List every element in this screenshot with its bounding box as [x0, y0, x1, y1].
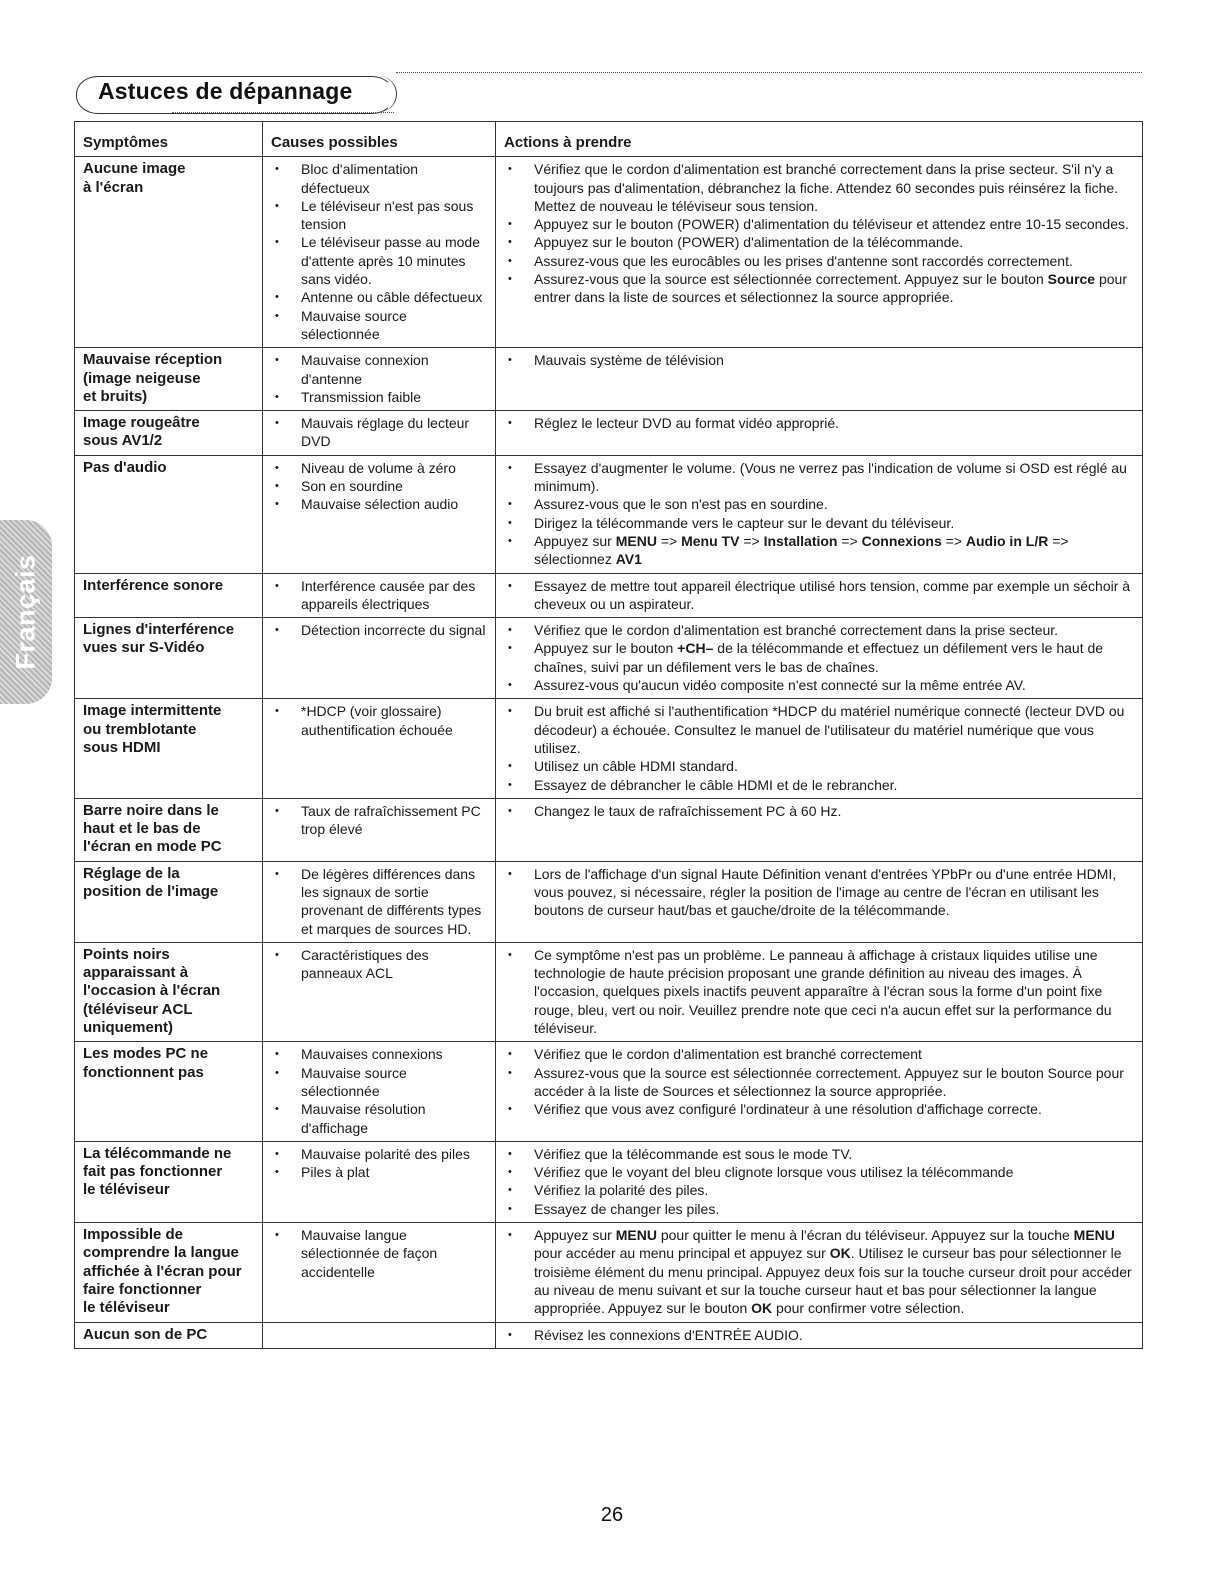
cause-item: • Niveau de volume à zéro: [271, 459, 489, 477]
causes-cell: [263, 455, 496, 573]
table-row: [75, 573, 1143, 618]
cause-item: • Mauvaise source sélectionnée: [271, 307, 489, 344]
cause-item: • Le téléviseur n'est pas sous tension: [271, 197, 489, 234]
causes-list: [271, 621, 489, 639]
actions-cell: [496, 618, 1143, 699]
troubleshooting-table: [74, 121, 1143, 1349]
actions-cell: [496, 1223, 1143, 1322]
symptom-text: Pas d'audio: [83, 458, 167, 476]
action-item: • Essayez de mettre tout appareil électrique utilisé hors tension, comme par exemple un séchoir à cheveux ou un aspirateur.: [504, 577, 1136, 614]
action-item: • Essayez d'augmenter le volume. (Vous ne verrez pas l'indication de volume si OSD est réglé au minimum).: [504, 459, 1136, 496]
action-item: • Dirigez la télécommande vers le capteur sur le devant du téléviseur.: [504, 514, 1136, 532]
action-item: • Appuyez sur le bouton (POWER) d'alimentation de la télécommande.: [504, 233, 1136, 251]
causes-cell: [263, 348, 496, 411]
cause-item: • Antenne ou câble défectueux: [271, 288, 489, 306]
actions-cell: [496, 573, 1143, 618]
actions-cell: [496, 798, 1143, 861]
causes-cell: [263, 411, 496, 456]
symptom-cell: [75, 1141, 263, 1222]
causes-list: [271, 1226, 489, 1281]
cause-item: • Le téléviseur passe au mode d'attente après 10 minutes sans vidéo.: [271, 233, 489, 288]
symptom-text: Image intermittente ou tremblotante sous HDMI: [83, 702, 222, 756]
cause-item: • Mauvaise résolution d'affichage: [271, 1100, 489, 1137]
symptom-text: Interférence sonore: [83, 576, 224, 594]
causes-cell: [263, 1141, 496, 1222]
actions-list: [504, 351, 1136, 369]
symptom-text: Image rougeâtre sous AV1/2: [83, 414, 200, 450]
table-row: [75, 157, 1143, 348]
symptom-text: Mauvaise réception (image neigeuse et bruits): [83, 351, 223, 405]
table-row: [75, 1223, 1143, 1322]
action-item: • Essayez de changer les piles.: [504, 1200, 1136, 1218]
actions-list: [504, 1045, 1136, 1118]
table-row: [75, 411, 1143, 456]
causes-cell: [263, 1223, 496, 1322]
language-label: Français: [10, 554, 41, 670]
action-item: • Du bruit est affiché si l'authentification *HDCP du matériel numérique connecté (lecteur DVD ou décodeur) a échouée. Consultez le manuel de l'utilisateur du matériel numérique que vous utilisez.: [504, 702, 1136, 757]
actions-list: [504, 621, 1136, 694]
symptom-cell: [75, 1042, 263, 1141]
section-header: [76, 72, 1142, 116]
cause-item: • Mauvaise connexion d'antenne: [271, 351, 489, 388]
symptom-text: Lignes d'interférence vues sur S-Vidéo: [83, 621, 235, 657]
actions-cell: [496, 348, 1143, 411]
action-item: • Vérifiez que la télécommande est sous le mode TV.: [504, 1145, 1136, 1163]
title-swoosh: [376, 76, 397, 112]
action-item: • Assurez-vous que la source est sélectionnée correctement. Appuyez sur le bouton Source pour entrer dans la liste de sources et sélectionnez la source appropriée.: [504, 270, 1136, 307]
cause-item: • Caractéristiques des panneaux ACL: [271, 946, 489, 983]
causes-list: [271, 351, 489, 406]
symptom-text: Points noirs apparaissant à l'occasion à l'écran (téléviseur ACL uniquement): [83, 945, 221, 1037]
symptom-text: Aucune image à l'écran: [83, 160, 186, 196]
actions-cell: [496, 157, 1143, 348]
dotted-rule-bottom: [172, 112, 394, 113]
cause-item: • Interférence causée par des appareils électriques: [271, 577, 489, 614]
actions-list: [504, 802, 1136, 820]
action-item: • Appuyez sur MENU pour quitter le menu à l'écran du téléviseur. Appuyez sur la touche MENU pour accéder au menu principal et appuyez sur OK. Utilisez le curseur bas pour sélectionner le troisième élément du menu principal. Appuyez deux fois sur la touche curseur droit pour accéder au niveau de menu suivant et sur la touche curseur haut et bas pour sélectionner la langue appropriée. Appuyez sur le bouton OK pour confirmer votre sélection.: [504, 1226, 1136, 1317]
actions-list: [504, 1226, 1136, 1317]
causes-cell: [263, 157, 496, 348]
symptom-text: Aucun son de PC: [83, 1325, 208, 1343]
actions-list: [504, 702, 1136, 793]
symptom-cell: [75, 348, 263, 411]
actions-cell: [496, 861, 1143, 942]
causes-list: [271, 802, 489, 839]
symptom-cell: [75, 573, 263, 618]
action-item: • Assurez-vous qu'aucun vidéo composite n'est connecté sur la même entrée AV.: [504, 676, 1136, 694]
cause-item: • *HDCP (voir glossaire) authentification échouée: [271, 702, 489, 739]
action-item: • Lors de l'affichage d'un signal Haute Définition venant d'entrées YPbPr ou d'une entrée HDMI, vous pouvez, si nécessaire, régler la position de l'image au centre de l'écran en utilisant les boutons de curseur haut/bas et gauche/droite de la télécommande.: [504, 865, 1136, 920]
causes-list: [271, 459, 489, 514]
causes-list: [271, 577, 489, 614]
dotted-rule-top: [396, 72, 1142, 73]
causes-cell: [263, 699, 496, 798]
cause-item: • Mauvais réglage du lecteur DVD: [271, 414, 489, 451]
actions-cell: [496, 1141, 1143, 1222]
header-actions: Actions à prendre: [496, 122, 1143, 157]
causes-cell: [263, 942, 496, 1041]
symptom-cell: [75, 1223, 263, 1322]
symptom-text: Impossible de comprendre la langue affichée à l'écran pour faire fonctionner le téléviseur: [83, 1226, 242, 1317]
cause-item: • Mauvaise sélection audio: [271, 495, 489, 513]
table-row: [75, 1042, 1143, 1141]
actions-cell: [496, 411, 1143, 456]
actions-list: [504, 459, 1136, 569]
table-row: [75, 348, 1143, 411]
cause-item: • Mauvaise source sélectionnée: [271, 1064, 489, 1101]
causes-list: [271, 865, 489, 938]
action-item: • Assurez-vous que la source est sélectionnée correctement. Appuyez sur le bouton Source pour accéder à la liste de Sources et sélectionnez la source appropriée.: [504, 1064, 1136, 1101]
actions-list: [504, 865, 1136, 920]
symptom-cell: [75, 157, 263, 348]
language-side-tab: [0, 520, 52, 704]
action-item: • Utilisez un câble HDMI standard.: [504, 757, 1136, 775]
action-item: • Assurez-vous que le son n'est pas en sourdine.: [504, 495, 1136, 513]
table-row: [75, 618, 1143, 699]
causes-list: [271, 1045, 489, 1136]
causes-list: [271, 702, 489, 739]
actions-list: [504, 1326, 1136, 1344]
symptom-cell: [75, 411, 263, 456]
action-item: • Réglez le lecteur DVD au format vidéo approprié.: [504, 414, 1136, 432]
actions-cell: [496, 455, 1143, 573]
page-title: Astuces de dépannage: [98, 78, 353, 104]
cause-item: • Mauvaise langue sélectionnée de façon accidentelle: [271, 1226, 489, 1281]
symptom-text: La télécommande ne fait pas fonctionner le téléviseur: [83, 1144, 232, 1199]
causes-cell: [263, 861, 496, 942]
symptom-text: Réglage de la position de l'image: [83, 864, 219, 900]
table-body: [75, 157, 1143, 1349]
symptom-cell: [75, 798, 263, 861]
action-item: • Vérifiez que le cordon d'alimentation est branché correctement dans la prise secteur.: [504, 621, 1136, 639]
causes-cell: [263, 1322, 496, 1348]
page-number: 26: [600, 1504, 624, 1526]
causes-list: [271, 160, 489, 343]
header-causes: Causes possibles: [263, 122, 496, 157]
actions-list: [504, 577, 1136, 614]
table-row: [75, 1141, 1143, 1222]
table-row: [75, 1322, 1143, 1348]
actions-list: [504, 946, 1136, 1037]
causes-list: [271, 414, 489, 451]
cause-item: • Piles à plat: [271, 1163, 489, 1181]
actions-list: [504, 414, 1136, 432]
table-header-row: [75, 122, 1143, 157]
cause-item: • Mauvaise polarité des piles: [271, 1145, 489, 1163]
action-item: • Appuyez sur le bouton +CH– de la télécommande et effectuez un défilement vers le haut de chaînes, suivi par un défilement vers le bas de chaînes.: [504, 639, 1136, 676]
actions-list: [504, 1145, 1136, 1218]
action-item: • Vérifiez que le cordon d'alimentation est branché correctement dans la prise secteur. S'il n'y a toujours pas d'alimentation, débranchez la fiche. Attendez 60 secondes puis réinsérez la fiche. Mettez de nouveau le téléviseur sous tension.: [504, 160, 1136, 215]
cause-item: • Transmission faible: [271, 388, 489, 406]
symptom-cell: [75, 618, 263, 699]
causes-cell: [263, 573, 496, 618]
symptom-cell: [75, 699, 263, 798]
action-item: • Ce symptôme n'est pas un problème. Le panneau à affichage à cristaux liquides utilise une technologie de haute précision proposant une grande définition au niveau des images. À l'occasion, quelques pixels inactifs peuvent apparaître à l'écran sous la forme d'un point fixe rouge, bleu, vert ou noir. Veuillez prendre note que ceci n'a aucun effet sur la performance du téléviseur.: [504, 946, 1136, 1037]
causes-cell: [263, 618, 496, 699]
action-item: • Changez le taux de rafraîchissement PC à 60 Hz.: [504, 802, 1136, 820]
symptom-cell: [75, 455, 263, 573]
table-row: [75, 798, 1143, 861]
table-row: [75, 861, 1143, 942]
table-row: [75, 942, 1143, 1041]
actions-cell: [496, 1042, 1143, 1141]
causes-list: [271, 1145, 489, 1182]
action-item: • Appuyez sur MENU => Menu TV => Installation => Connexions => Audio in L/R => sélectionnez AV1: [504, 532, 1136, 569]
causes-list: [271, 946, 489, 983]
action-item: • Vérifiez la polarité des piles.: [504, 1181, 1136, 1199]
cause-item: • Son en sourdine: [271, 477, 489, 495]
symptom-cell: [75, 942, 263, 1041]
symptom-cell: [75, 1322, 263, 1348]
header-symptoms: Symptômes: [75, 122, 263, 157]
action-item: • Assurez-vous que les eurocâbles ou les prises d'antenne sont raccordés correctement.: [504, 252, 1136, 270]
action-item: • Révisez les connexions d'ENTRÉE AUDIO.: [504, 1326, 1136, 1344]
action-item: • Essayez de débrancher le câble HDMI et de le rebrancher.: [504, 776, 1136, 794]
symptom-text: Barre noire dans le haut et le bas de l'écran en mode PC: [83, 801, 222, 856]
actions-list: [504, 160, 1136, 306]
cause-item: • De légères différences dans les signaux de sortie provenant de différents types et marques de sources HD.: [271, 865, 489, 938]
actions-cell: [496, 1322, 1143, 1348]
table-row: [75, 699, 1143, 798]
table-row: [75, 455, 1143, 573]
cause-item: • Taux de rafraîchissement PC trop élevé: [271, 802, 489, 839]
causes-cell: [263, 1042, 496, 1141]
symptom-text: Les modes PC ne fonctionnent pas: [83, 1045, 209, 1081]
action-item: • Vérifiez que vous avez configuré l'ordinateur à une résolution d'affichage correcte.: [504, 1100, 1136, 1118]
action-item: • Vérifiez que le voyant del bleu clignote lorsque vous utilisez la télécommande: [504, 1163, 1136, 1181]
action-item: • Mauvais système de télévision: [504, 351, 1136, 369]
actions-cell: [496, 699, 1143, 798]
action-item: • Vérifiez que le cordon d'alimentation est branché correctement: [504, 1045, 1136, 1063]
cause-item: • Détection incorrecte du signal: [271, 621, 489, 639]
cause-item: • Mauvaises connexions: [271, 1045, 489, 1063]
action-item: • Appuyez sur le bouton (POWER) d'alimentation du téléviseur et attendez entre 10-15 secondes.: [504, 215, 1136, 233]
causes-cell: [263, 798, 496, 861]
actions-cell: [496, 942, 1143, 1041]
symptom-cell: [75, 861, 263, 942]
cause-item: • Bloc d'alimentation défectueux: [271, 160, 489, 197]
